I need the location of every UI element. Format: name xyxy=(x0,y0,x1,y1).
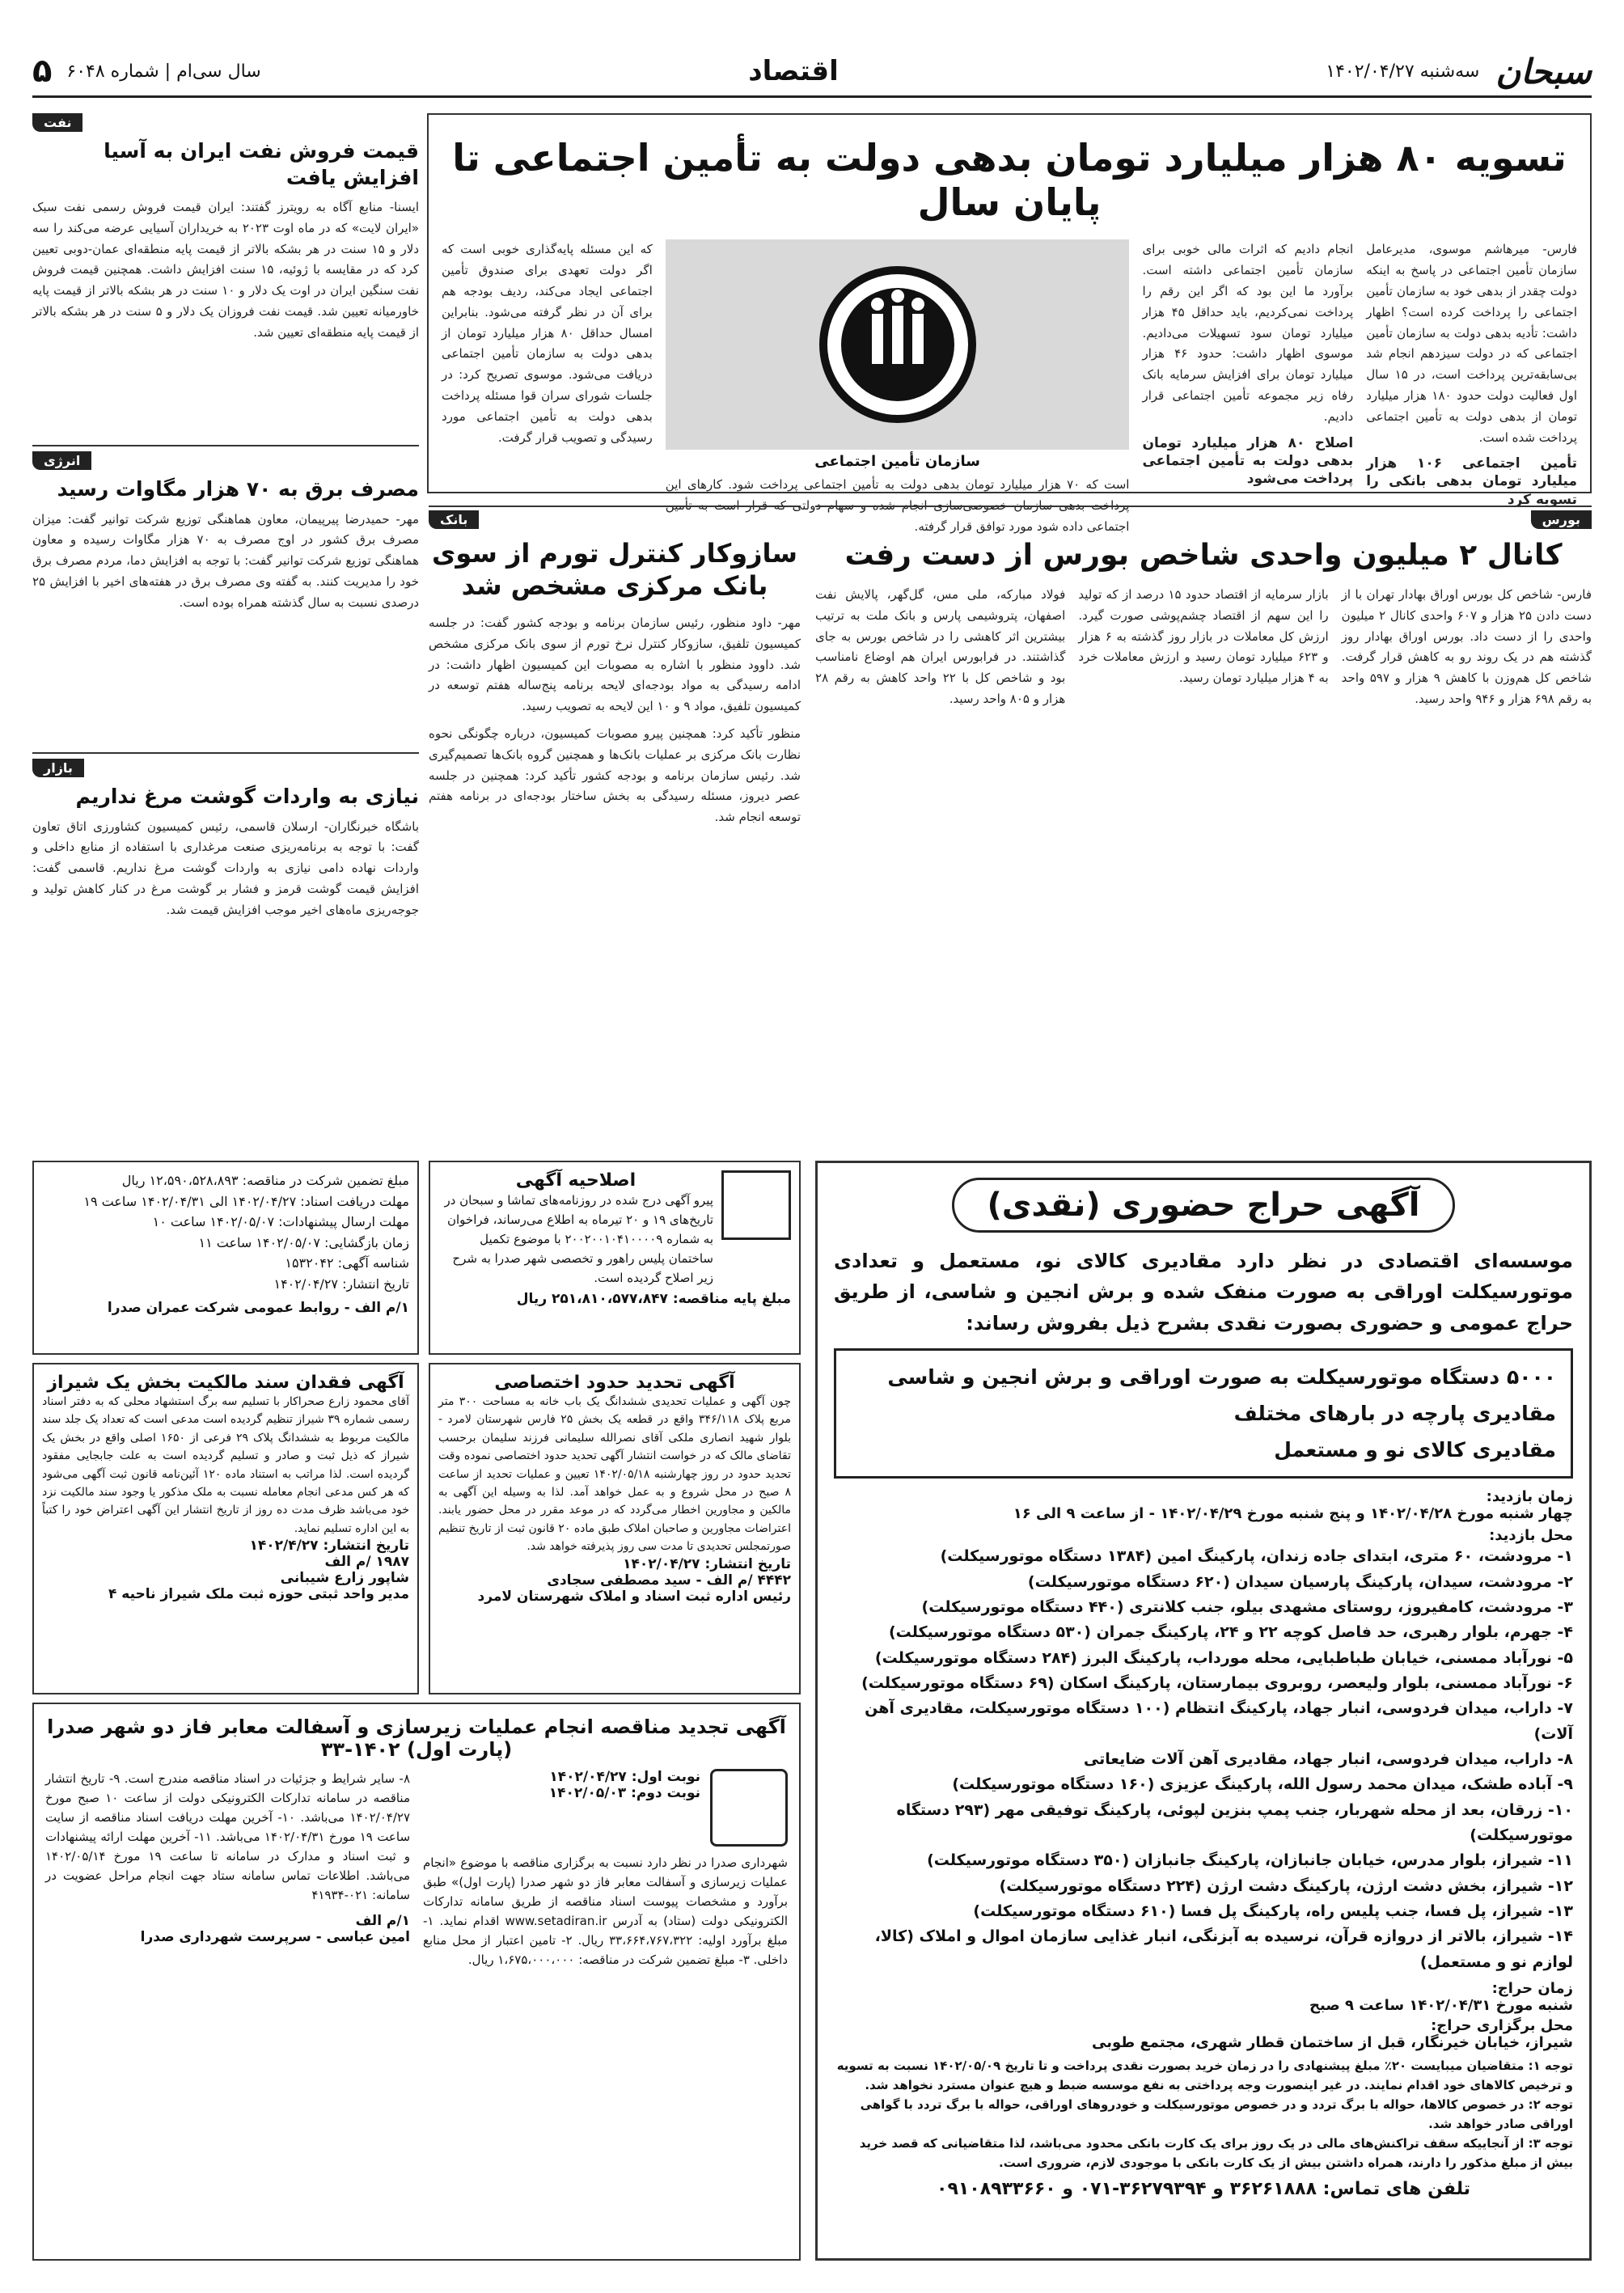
bank-text-1: مهر- داود منظور، رئیس سازمان برنامه و بودجه کشور گفت: در جلسه کمیسیون تلفیق، سازوکار کنترل نرخ تورم از سوی بانک مرکزی مشخص شد. داوود منظور با اشاره به مصوبات این کمیسیون اظهار داشت: در ادامه رسیدگی به مواد بودجه‌ای لایحه برنامه پنج‌ساله هفتم توسعه در کمیسیون تلفیق، مواد ۹ و ۱۰ این لایحه به تصویب رسید. xyxy=(429,616,801,714)
renewal-tender-ad xyxy=(32,1703,801,2261)
bourse-col-1: فارس- شاخص کل بورس اوراق بهادار تهران با از دست دادن ۲۵ هزار و ۶۰۷ واحدی کانال ۲ میلیون واحدی را از دست داد. بورس اوراق بهادار روز گذشته هم در یک روند رو به کاهش قرار گرفت. شاخص کل هم‌وزن با کاهش ۹ هزار و ۵۹۷ واحد به رقم ۶۹۸ هزار و ۹۴۶ واحد رسید. xyxy=(1341,587,1592,706)
lead-columns xyxy=(442,239,1577,534)
lost-doc-date: تاریخ انتشار: ۱۴۰۲/۴/۲۷ xyxy=(249,1538,409,1555)
place-item: ۶- نورآباد ممسنی، بلوار ولیعصر، روبروی بیمارستان، پارکینگ اسکان (۶۹ دستگاه موتورسیکلت) xyxy=(861,1673,1573,1692)
lead-col-2 xyxy=(1142,239,1353,531)
bourse-story xyxy=(815,506,1592,1153)
auction-place-label: محل برگزاری حراج: xyxy=(1431,2017,1573,2035)
auction-place: شیراز، خیابان خیرنگار، قبل از ساختمان قطار شهری، مجتمع طوبی xyxy=(1092,2034,1573,2052)
boundary-title: آگهی تحدید حدود اختصاصی xyxy=(494,1373,735,1393)
lead-text-1: فارس- میرهاشم موسوی، مدیرعامل سازمان تأمین اجتماعی در پاسخ به اینکه دولت چقدر از بدهی خود به سازمان تأمین اجتماعی را پرداخت کرده است؟ اظهار داشت: تأدیه بدهی دولت به سازمان تأمین اجتماعی که در دولت سیزدهم انجام شد بی‌سابقه‌ترین پرداخت است، در ۱۵ سال اول فعالیت دولت حدود ۱۸۰ هزار میلیارد تومان از بدهی دولت به تأمین اجتماعی پرداخت شده است. xyxy=(1366,242,1577,445)
renewal-code: ۱/م الف xyxy=(355,1913,410,1929)
bourse-title: کانال ۲ میلیون واحدی شاخص بورس از دست رفت xyxy=(844,539,1563,572)
renewal-right xyxy=(423,1769,788,1969)
renewal-first: نوبت اول: ۱۴۰۲/۰۴/۲۷ xyxy=(549,1769,700,1785)
poultry-text: باشگاه خبرنگاران- ارسلان قاسمی، رئیس کمیسیون کشاورزی اتاق تعاون گفت: با توجه به برنامه‌ریزی صنعت مرغداری با استفاده از منابع داخلی و واردات نهاده دامی نیازی به واردات گوشت مرغ نداریم. قاسمی گفت: افزایش قیمت گوشت قرمز و فشار بر گوشت مرغ در کنار کاهش تولید و جوجه‌ریزی ماه‌های اخیر موجب افزایش قیمت شد. xyxy=(32,819,419,917)
power-story xyxy=(32,445,419,744)
section-title: اقتصاد xyxy=(748,55,839,87)
boundary-signature: رئیس اداره ثبت اسناد و املاک شهرستان لامرد xyxy=(477,1588,791,1605)
poultry-story xyxy=(32,752,419,1157)
lead-text-4: که این مسئله پایه‌گذاری خوبی است که اگر دولت تعهدی برای صندوق تأمین اجتماعی ایجاد می‌کند، ردیف بودجه هم برای آن در نظر گرفته می‌شود. بنابراین امسال حداقل ۸۰ هزار میلیارد تومان از بدهی دولت به سازمان تأمین اجتماعی دریافت می‌شود. موسوی تصریح کرد: در جلسات شورای سران قوا مسئله پرداخت بدهی دولت به تأمین اجتماعی مورد رسیدگی و تصویب قرار گرفت. xyxy=(442,242,653,445)
lead-col-1 xyxy=(1366,239,1577,531)
bank-text-2: منظور تأکید کرد: همچنین پیرو مصوبات کمیسیون، درباره چگونگی نحوه نظارت بانک مرکزی بر عملیات بانک‌ها و همچنین گروه بانک‌ها تصمیم‌گیری شد. رئیس سازمان برنامه و بودجه کشور تأکید کرد: همچنین در جلسه عصر دیروز، مسئله رسیدگی به بخش ساختار بودجه‌ای در برنامه هفتم توسعه انجام شد. xyxy=(429,726,801,825)
lead-photo-col xyxy=(665,239,1130,534)
auction-note: توجه ۱: متقاضیان میبایست ۲۰٪ مبلغ پیشنهادی را در زمان خرید بصورت نقدی پرداخت و تا تاریخ ۱۴۰۲/۰۵/۰۹ نسبت به تسویه و ترخیص کالاهای خود اقدام نمایند. در غیر اینصورت وجه پرداختی به نفع موسسه ضبط و هیچ عنوان مسترد نخواهد شد. xyxy=(836,2058,1573,2093)
poultry-title: نیازی به واردات گوشت مرغ نداریم xyxy=(75,785,419,808)
issue-number: سال سی‌ام | شماره ۶۰۴۸ xyxy=(66,61,261,82)
auction-contact: تلفن های تماس: ۳۶۲۶۱۸۸۸ و ۳۶۲۷۹۳۹۴-۰۷۱ و ۰۹۱۰۸۹۳۳۶۶۰ xyxy=(937,2179,1470,2200)
power-tag: انرژی xyxy=(32,451,91,470)
place-item: ۴- جهرم، بلوار رهبری، حد فاصل کوچه ۲۲ و ۲۴، پارکینگ جمران (۵۳۰ دستگاه موتورسیکلت) xyxy=(888,1623,1573,1642)
auction-note: توجه ۳: از آنجاییکه سقف تراکنش‌های مالی در یک روز برای یک کارت بانکی محدود می‌باشد، لذا متقاضیانی که قصد خرید بیش از مبلغ مذکور را دارند، همراه داشتن بیش از یک کارت بانکی با موجودی لازم، ضروری است. xyxy=(859,2136,1573,2171)
boundary-ad xyxy=(429,1363,801,1694)
bourse-col-2: بازار سرمایه از اقتصاد حدود ۱۵ درصد از که تولید را این سهم از اقتصاد چشم‌پوشی صورت گیرد. ارزش کل معاملات در بازار روز گذشته به ۶ هزار و ۶۲۳ میلیارد تومان رسید و ارزش معاملات خرد به ۴ هزار میلیارد تومان رسید. xyxy=(1078,587,1329,686)
page-number: ۵ xyxy=(32,53,53,90)
bank-tag: بانک xyxy=(429,510,479,529)
masthead-right xyxy=(1326,52,1592,91)
renewal-columns xyxy=(45,1769,788,1969)
auction-item: مقادیری پارچه در بارهای مختلف xyxy=(1233,1402,1556,1426)
tender-line: زمان بازگشایی: ۱۴۰۲/۰۵/۰۷ ساعت ۱۱ xyxy=(198,1234,409,1250)
lost-doc-signer: شاپور زارع شیبانی xyxy=(280,1570,409,1587)
bank-title: سازوکار کنترل تورم از سوی بانک مرکزی مشخص شد xyxy=(431,538,797,601)
lost-doc-ad xyxy=(32,1363,419,1694)
auction-items xyxy=(834,1348,1573,1479)
place-item: ۱- مرودشت، ۶۰ متری، ابتدای جاده زندان، پارکینگ امین (۱۳۸۴ دستگاه موتورسیکلت) xyxy=(940,1547,1573,1566)
tender-info xyxy=(32,1161,419,1355)
issue-date: سه‌شنبه ۱۴۰۲/۰۴/۲۷ xyxy=(1326,61,1480,82)
lead-photo xyxy=(666,239,1130,450)
bourse-columns xyxy=(815,585,1592,710)
power-title: مصرف برق به ۷۰ هزار مگاوات رسید xyxy=(57,477,419,501)
place-item: ۸- داراب، میدان فردوسی، انبار جهاد، مقادیری آهن آلات ضایعاتی xyxy=(1083,1749,1573,1768)
auction-note: توجه ۲: در خصوص کالاها، حواله با برگ تردد و در خصوص موتورسیکلت و خودروهای اوراقی، حواله با برگ تردد با گواهی اوراقی صادر خواهد شد. xyxy=(860,2097,1573,2132)
place-label: محل بازدید: xyxy=(1489,1527,1573,1545)
lost-doc-office: مدیر واحد ثبتی حوزه ثبت ملک شیراز ناحیه ۴ xyxy=(108,1586,409,1603)
tender-signature: ۱/م الف - روابط عمومی شرکت عمران صدرا xyxy=(107,1299,409,1316)
tender-line: مبلغ تضمین شرکت در مناقصه: ۱۲،۵۹۰،۵۲۸،۸۹۳ ریال xyxy=(121,1173,409,1188)
sadra-municipality-logo-icon xyxy=(710,1769,788,1847)
boundary-text: چون آگهی و عملیات تحدیدی ششدانگ یک باب خانه به مساحت ۳۰۰ متر مربع پلاک ۳۴۶/۱۱۸ واقع در قطعه یک بخش ۲۵ فارس شهرستان لامرد - بلوار شهید انصاری ملکی آقای نصرالله سلیمانی فرزند سلیمان برحسب تقاضای مالک که در خواست انتشار آگهی تحدید حدود اختصاصی نموده وقت تحدید حدود در روز چهارشنبه ۱۴۰۲/۰۵/۱۸ تعیین و عملیات تحدید از ساعت ۸ صبح در محل شروع و به عمل خواهد آمد. لذا به وسیله این آگهی به مالکین و مجاورین اخطار می‌گردد که در موعد مقرر در محل حضور یابند. اعتراضات مجاورین و صاحبان املاک طبق ماده ۲۰ قانون ثبت از تاریخ تنظیم صورتمجلس تحدیدی تا مدت سی روز پذیرفته خواهد شد. xyxy=(438,1395,792,1554)
tender-line: مهلت ارسال پیشنهادات: ۱۴۰۲/۰۵/۰۷ ساعت ۱۰ xyxy=(152,1214,409,1230)
place-item: ۱۳- شیراز، پل فسا، جنب پلیس راه، پارکینگ پل فسا (۶۱۰ دستگاه موتورسیکلت) xyxy=(973,1902,1573,1920)
masthead xyxy=(32,47,1592,98)
bourse-tag: بورس xyxy=(1531,510,1592,529)
bourse-col-3: فولاد مبارکه، ملی مس، گل‌گهر، پالایش نفت اصفهان، پتروشیمی پارس و بانک ملت به ترتیب بیشترین اثر کاهشی را در شاخص بورس به جای گذاشتند. در فرابورس ایران هم اوضاع نامناسب بود و شاخص کل با ۲۲ واحد کاهش به رقم ۲۸ هزار و ۸۰۵ واحد رسید. xyxy=(815,587,1066,706)
place-item: ۱۰- زرقان، بعد از محله شهربار، جنب پمپ بنزین لپوئی، پارکینگ توفیقی مهر (۲۹۳ دستگاه موتورسیکلت) xyxy=(896,1800,1573,1844)
oil-story xyxy=(32,113,419,437)
place-item: ۹- آباده طشک، میدان محمد رسول الله، پارکینگ عزیزی (۱۶۰ دستگاه موتورسیکلت) xyxy=(952,1775,1573,1794)
visit-label: زمان بازدید: xyxy=(1486,1488,1573,1506)
municipality-logo-icon xyxy=(721,1170,791,1240)
lead-headline: تسویه ۸۰ هزار میلیارد تومان بدهی دولت به تأمین اجتماعی تا پایان سال xyxy=(452,136,1567,225)
lead-subhead-1: تأمین اجتماعی ۱۰۶ هزار میلیارد تومان بدهی بانکی را تسویه کرد xyxy=(1366,455,1577,508)
place-list xyxy=(834,1544,1573,1975)
lead-text-3: است که ۷۰ هزار میلیارد تومان بدهی دولت به تأمین اجتماعی پرداخت شود. کارهای این پرداخت بدهی سازمان خصوصی‌سازی انجام شده و سهام دولتی که قرار است به تأمین اجتماعی داده شود مورد توافق قرار گرفته. xyxy=(665,477,1130,534)
lead-subhead-2: اصلاح ۸۰ هزار میلیارد تومان بدهی دولت به تأمین اجتماعی پرداخت می‌شود xyxy=(1142,434,1354,487)
social-security-logo-icon xyxy=(817,264,979,425)
visit-time: چهار شنبه مورخ ۱۴۰۲/۰۴/۲۸ و پنج شنبه مورخ ۱۴۰۲/۰۴/۲۹ - از ساعت ۹ الی ۱۶ xyxy=(1013,1505,1573,1523)
auction-item: ۵۰۰۰ دستگاه موتورسیکلت به صورت اوراقی و برش انجین و شاسی xyxy=(887,1365,1556,1390)
renewal-text-left: ۸- سایر شرایط و جزئیات در اسناد مناقصه مندرج است. ۹- تاریخ انتشار مناقصه در سامانه تدارکات الکترونیکی دولت از ساعت ۱۰ صبح مورخ ۱۴۰۲/۰۴/۲۷ می‌باشد. ۱۰- آخرین مهلت دریافت اسناد مناقصه از سایت ساعت ۱۹ مورخ ۱۴۰۲/۰۴/۳۱ می‌باشد. ۱۱- آخرین مهلت ارائه پیشنهادات و ثبت اسناد و مدارک در سامانه تا ساعت ۱۹ مورخ ۱۴۰۲/۰۵/۱۴ می‌باشد. اطلاعات تماس سامانه ستاد جهت انجام مراحل عضویت در سامانه: ۰۲۱-۴۱۹۳۴ xyxy=(45,1771,411,1902)
correction-text: پیرو آگهی درج شده در روزنامه‌های تماشا و سبحان در تاریخ‌های ۱۹ و ۲۰ تیرماه به اطلاع می‌رساند، فراخوان به شماره ۲۰۰۲۰۰۱۰۴۱۰۰۰۰۹ با موضوع تکمیل ساختمان پلیس راهور و تخصصی شهر صدرا به شرح زیر اصلاح گردیده است. xyxy=(444,1193,713,1285)
tender-line: مهلت دریافت اسناد: ۱۴۰۲/۰۴/۲۷ الی ۱۴۰۲/۰۴/۳۱ ساعت ۱۹ xyxy=(83,1193,409,1209)
oil-title: قیمت فروش نفت ایران به آسیا افزایش یافت xyxy=(104,139,419,189)
renewal-second: نوبت دوم: ۱۴۰۲/۰۵/۰۳ xyxy=(548,1785,700,1801)
boundary-date: تاریخ انتشار: ۱۴۰۲/۰۴/۲۷ xyxy=(623,1555,791,1572)
masthead-left xyxy=(32,53,261,90)
place-item: ۷- داراب، میدان فردوسی، انبار جهاد، پارکینگ انتظام (۱۰۰ دستگاه موتورسیکلت، مقادیری آهن آلات) xyxy=(865,1699,1573,1743)
place-item: ۳- مرودشت، کامفیروز، روستای مشهدی بیلو، جنب کلانتری (۴۴۰ دستگاه موتورسیکلت) xyxy=(921,1597,1573,1616)
renewal-left xyxy=(45,1769,410,1969)
oil-tag: نفت xyxy=(32,113,82,132)
tender-line: شناسه آگهی: ۱۵۳۲۰۴۲ xyxy=(285,1255,409,1271)
lost-doc-code: ۱۹۸۷ /م الف xyxy=(324,1554,409,1571)
oil-text: ایسنا- منابع آگاه به رویترز گفتند: ایران قیمت فروش رسمی نفت سبک «ایران لایت» که در ماه اوت ۲۰۲۳ به خریداران آسیایی عرضه می‌کند را سه دلار و ۱۵ سنت در هر بشکه بالاتر از قیمت پایه منطقه‌ای عمان-دوبی تعیین کرد که در مقایسه با ژوئیه، ۱۵ سنت افزایش داشت. همچنین قیمت فروش نفت سنگین ایران در اوت یک دلار و ۱۰ سنت در هر بشکه بالاتر از قیمت پایه خاورمیانه تعیین شد. قیمت نفت فروزان یک دلار و ۵ سنت در هر بشکه بالاتر از قیمت پایه منطقه‌ای تعیین شد. xyxy=(32,200,420,340)
lost-doc-title: آگهی فقدان سند مالکیت بخش یک شیراز xyxy=(47,1373,404,1393)
lead-text-2: انجام دادیم که اثرات مالی خوبی برای سازمان تأمین اجتماعی داشته است. برآورد ما این بود که اگر این رقم را پرداخت نمی‌کردیم، باید حداقل ۴۵ هزار میلیارد تومان سود تسهیلات می‌دادیم. موسوی اظهار داشت: حدود ۴۶ هزار میلیارد تومان برای افزایش سرمایه بانک رفاه زیر مجموعه تأمین اجتماعی قرار دادیم. xyxy=(1142,242,1354,424)
place-item: ۱۴- شیراز، بالاتر از دروازه قرآن، نرسیده به آبزنگی، انبار غذایی سازمان اموال و املاک (کالا، لوازم نو و مستعمل) xyxy=(874,1927,1573,1971)
bank-story xyxy=(429,506,801,1153)
newspaper-logo: سبحان xyxy=(1495,51,1592,91)
auction-intro: موسسه‌ای اقتصادی در نظر دارد مقادیری کالای نو، مستعمل و تعدادی موتورسیکلت اوراقی به صورت منفک شده و برش انجین و شاسی، از طریق حراج عمومی و حضوری بصورت نقدی بشرح ذیل بفروش رساند: xyxy=(834,1250,1573,1335)
power-text: مهر- حمیدرضا پیرپیمان، معاون هماهنگی توزیع شرکت توانیر گفت: میزان مصرف برق کشور در اوج مصرف به ۷۰ هزار مگاوات رسیده و معاون هماهنگی توزیع شرکت توانیر گفت: با توجه به افزایش دما، مردم مصرف برق خود را مدیریت کنند. به گفته وی مصرف برق در هفته‌های اخیر با افزایش ۲۵ درصدی نسبت به سال گذشته همراه بوده است. xyxy=(32,511,419,610)
renewal-text-right: شهرداری صدرا در نظر دارد نسبت به برگزاری مناقصه با موضوع «انجام عملیات زیرسازی و آسفالت معابر فاز دو شهر صدرا (پارت اول)» طبق برآورد و مشخصات پیوست اسناد مناقصه از طریق سامانه تدارکات الکترونیکی دولت (ستاد) به آدرس www.setadiran.ir اقدام نماید. ۱- مبلغ برآورد اولیه: ۳۳،۶۶۴،۷۶۷،۳۲۲ ریال. ۲- تامین اعتبار از محل منابع داخلی. ۳- مبلغ تضمین شرکت در مناقصه: ۱،۶۷۵،۰۰۰،۰۰۰ ریال. xyxy=(423,1855,788,1967)
correction-amount: مبلغ پایه مناقصه: ۲۵۱،۸۱۰،۵۷۷،۸۴۷ ریال xyxy=(516,1291,791,1307)
lost-doc-text: آقای محمود زارع صحراکار با تسلیم سه برگ استشهاد محلی که به دفتر اسناد رسمی شماره ۳۹ شیراز تنظیم گردیده است مدعی است که تعداد یک جلد سند مالکیت مربوط به ششدانگ پلاک ۲۹ فرعی از ۱۶۵۰ اصلی واقع در بخش یک شیراز که ذیل ثبت و صادر و تسلیم گردیده است به علت جابجایی مفقود گردیده است. لذا مراتب به استناد ماده ۱۲۰ آئین‌نامه قانون ثبت آگهی می‌شود که هر کس مدعی انجام معامله نسبت به ملک مذکور یا وجود سند مالکیت نزد خود می‌باشد ظرف مدت ده روز از تاریخ انتشار این آگهی اعتراض خود را کتباً به این اداره تسلیم نماید. xyxy=(42,1395,409,1535)
auction-time-label: زمان حراج: xyxy=(1491,1980,1573,1998)
poultry-tag: بازار xyxy=(32,759,84,777)
renewal-title: آگهی تجدید مناقصه انجام عملیات زیرسازی و آسفالت معابر فاز دو شهر صدرا (پارت اول) ۱۴۰۲-۳۳ xyxy=(47,1716,786,1761)
place-item: ۱۲- شیراز، بخش دشت ارژن، پارکینگ دشت ارژن (۲۲۴ دستگاه موتورسیکلت) xyxy=(999,1876,1573,1895)
place-item: ۲- مرودشت، سیدان، پارکینگ پارسیان سیدان (۶۲۰ دستگاه موتورسیکلت) xyxy=(1027,1572,1573,1591)
auction-title: آگهی حراج حضوری (نقدی) xyxy=(952,1178,1454,1233)
auction-ad xyxy=(815,1161,1592,2261)
correction-title: اصلاحیه آگهی xyxy=(515,1170,636,1191)
place-item: ۵- نورآباد ممسنی، خیابان طباطبایی، محله مورداب، پارکینگ البرز (۲۸۴ دستگاه موتورسیکلت) xyxy=(874,1648,1573,1667)
lead-photo-caption: سازمان تأمین اجتماعی xyxy=(814,453,980,471)
renewal-signature: امین عباسی - سرپرست شهرداری صدرا xyxy=(140,1929,410,1945)
place-item: ۱۱- شیراز، بلوار مدرس، خیابان جانبازان، پارکینگ جانبازان (۳۵۰ دستگاه موتورسیکلت) xyxy=(927,1851,1573,1870)
boundary-code: ۴۴۴۲ /م الف - سید مصطفی سجادی xyxy=(547,1572,791,1589)
correction-ad xyxy=(429,1161,801,1355)
auction-time: شنبه مورخ ۱۴۰۲/۰۴/۳۱ ساعت ۹ صبح xyxy=(1309,1997,1573,2015)
auction-item: مقادیری کالای نو و مستعمل xyxy=(1274,1438,1556,1462)
tender-line: تاریخ انتشار: ۱۴۰۲/۰۴/۲۷ xyxy=(273,1276,409,1292)
